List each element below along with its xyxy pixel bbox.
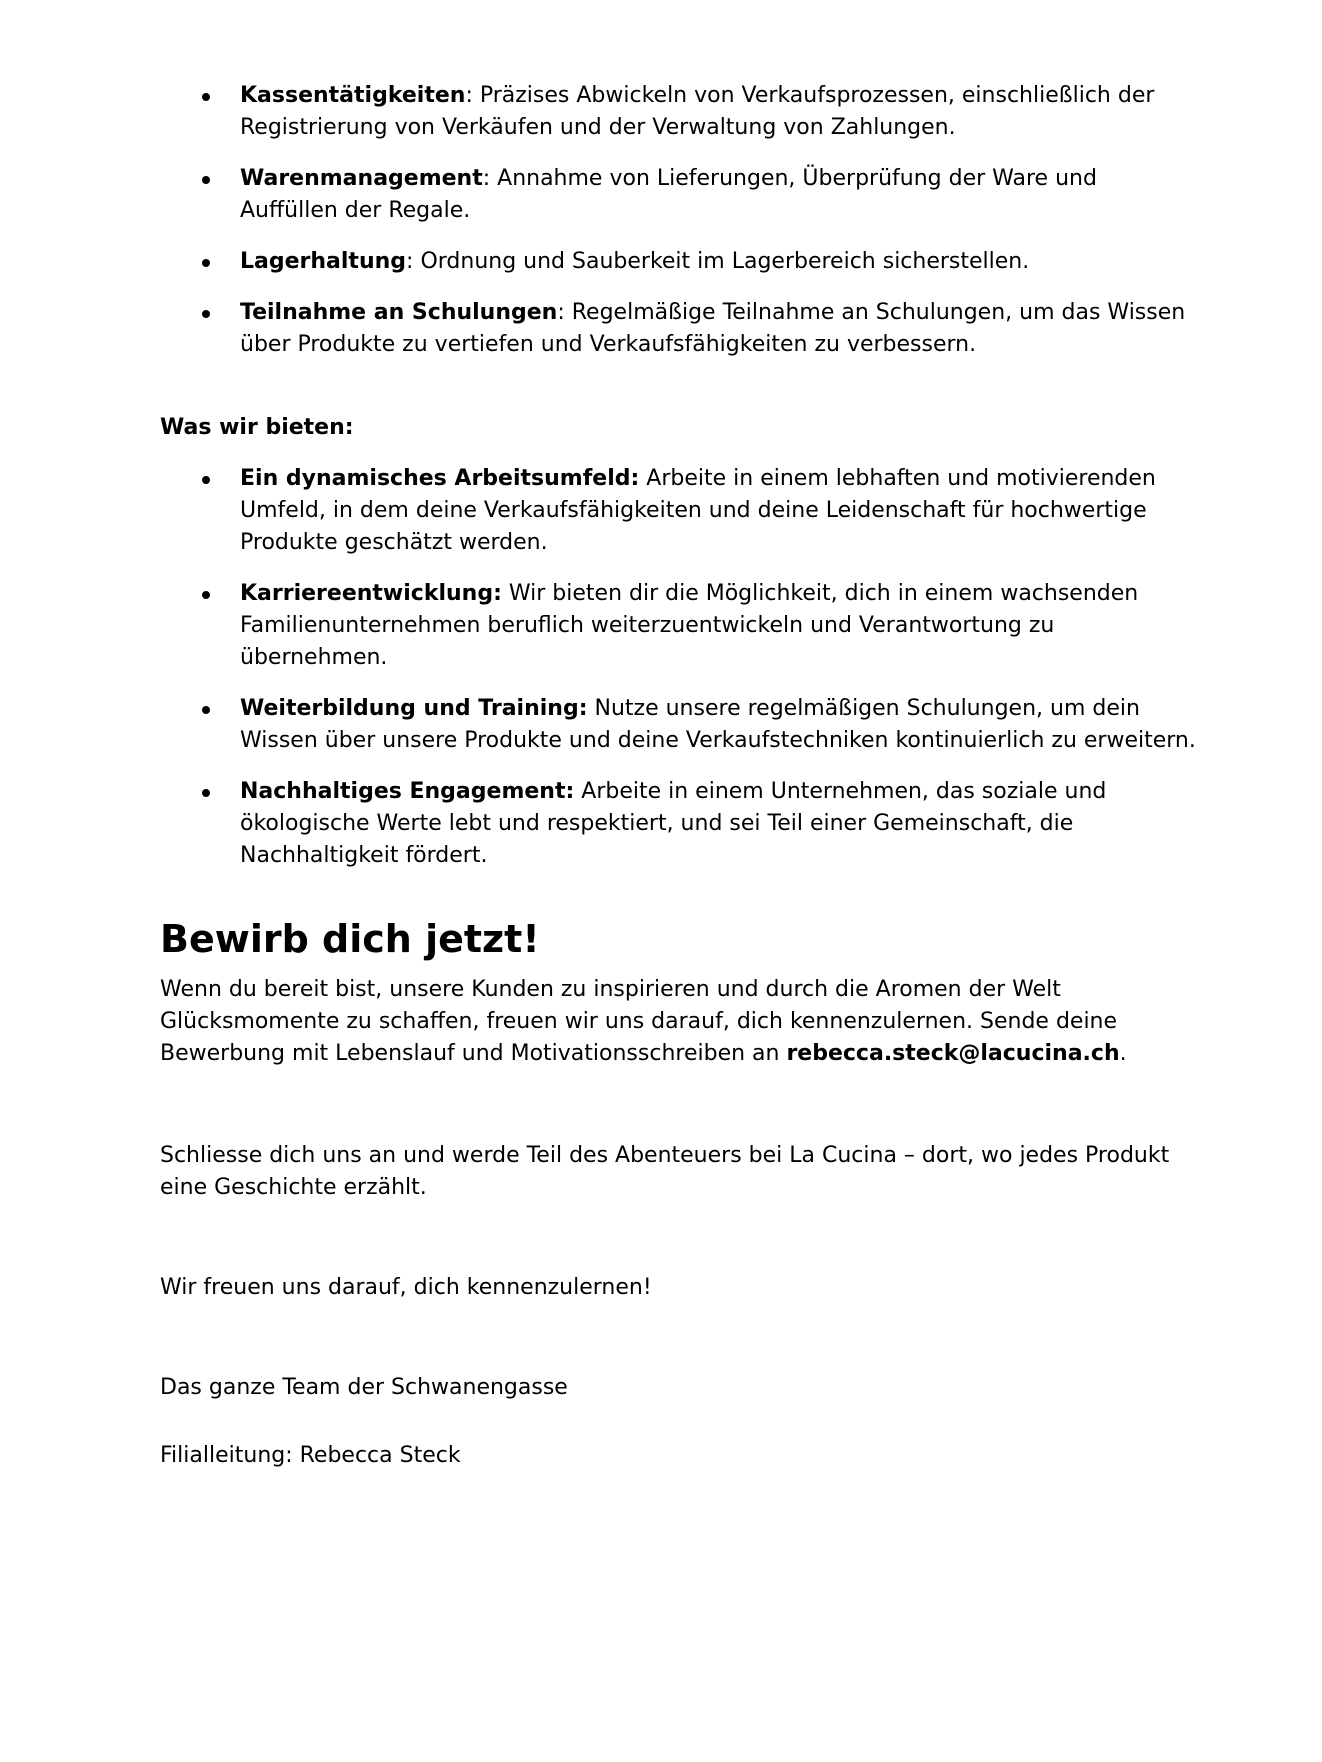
bullet-icon (202, 259, 210, 267)
bullet-icon (202, 789, 210, 797)
list-item (160, 693, 1200, 757)
item-title: Karriereentwicklung: (240, 581, 502, 606)
item-title: Weiterbildung und Training: (240, 696, 588, 721)
list-item (160, 578, 1200, 674)
bullet-icon (202, 591, 210, 599)
item-text: Ordnung und Sauberkeit im Lagerbereich sicherstellen. (420, 249, 1030, 274)
item-text: Nutze unsere regelmäßigen Schulungen, um dein Wissen über unsere Produkte und deine Verkaufstechniken kontinuierlich zu erweitern. (240, 696, 1196, 753)
closing-paragraph: Wir freuen uns darauf, dich kennenzulernen! (160, 1275, 652, 1300)
list-item: Lagerhaltung: Ordnung und Sauberkeit im Lagerbereich sicherstellen. (160, 246, 1200, 278)
bullet-icon (202, 476, 210, 484)
join-paragraph: Schliesse dich uns an und werde Teil des Abenteuers bei La Cucina – dort, wo jedes Produkt eine Geschichte erzählt. (160, 1143, 1170, 1200)
item-text: Arbeite in einem lebhaften und motivierenden Umfeld, in dem deine Verkaufsfähigkeiten und deine Leidenschaft für hochwertige Produkte geschätzt werden. (240, 466, 1156, 555)
bullet-icon (202, 93, 210, 101)
bullet-icon (202, 176, 210, 184)
item-text: Arbeite in einem Unternehmen, das soziale und ökologische Werte lebt und respektiert, und sei Teil einer Gemeinschaft, die Nachhaltigkeit fördert. (240, 779, 1107, 868)
list-item: Teilnahme an Schulungen: Regelmäßige Teilnahme an Schulungen, um das Wissen über Produkte zu vertiefen und Verkaufsfähigkeiten zu verbessern. (160, 297, 1200, 361)
tasks-list (160, 80, 1200, 361)
bullet-icon (202, 310, 210, 318)
offer-heading: Was wir bieten: (160, 415, 354, 440)
team-signature: Das ganze Team der Schwanengasse (160, 1375, 568, 1400)
list-item (160, 776, 1200, 872)
list-item: Kassentätigkeiten: Präzises Abwickeln von Verkaufsprozessen, einschließlich der Registrierung von Verkäufen und der Verwaltung von Zahlungen. (160, 80, 1200, 144)
contact-email[interactable]: rebecca.steck@lacucina.ch (786, 1041, 1120, 1066)
list-item (160, 463, 1200, 559)
item-title: Teilnahme an Schulungen (240, 300, 558, 325)
offer-list (160, 463, 1200, 872)
item-text: Regelmäßige Teilnahme an Schulungen, um das Wissen über Produkte zu vertiefen und Verkaufsfähigkeiten zu verbessern. (240, 300, 1186, 357)
apply-paragraph: Wenn du bereit bist, unsere Kunden zu inspirieren und durch die Aromen der Welt Glücksmomente zu schaffen, freuen wir uns darauf, dich kennenzulernen. Sende deine Bewerbung mit Lebenslauf und Motivationsschreiben an rebecca.steck@lacucina.ch. (160, 977, 1127, 1066)
item-text: Präzises Abwickeln von Verkaufsprozessen, einschließlich der Registrierung von Verkäufen und der Verwaltung von Zahlungen. (240, 83, 1155, 140)
manager-signature: Filialleitung: Rebecca Steck (160, 1443, 461, 1468)
list-item: Warenmanagement: Annahme von Lieferungen, Überprüfung der Ware und Auffüllen der Regale. (160, 163, 1200, 227)
item-title: Ein dynamisches Arbeitsumfeld: (240, 466, 640, 491)
item-text: Annahme von Lieferungen, Überprüfung der Ware und Auffüllen der Regale. (240, 166, 1097, 223)
item-title: Nachhaltiges Engagement: (240, 779, 575, 804)
item-text: Wir bieten dir die Möglichkeit, dich in einem wachsenden Familienunternehmen beruflich weiterzuentwickeln und Verantwortung zu übernehmen. (240, 581, 1139, 670)
item-title: Lagerhaltung (240, 249, 407, 274)
document-body (160, 80, 1200, 1472)
apply-heading: Bewirb dich jetzt! (160, 917, 540, 961)
item-title: Warenmanagement (240, 166, 483, 191)
item-title: Kassentätigkeiten (240, 83, 466, 108)
bullet-icon (202, 706, 210, 714)
